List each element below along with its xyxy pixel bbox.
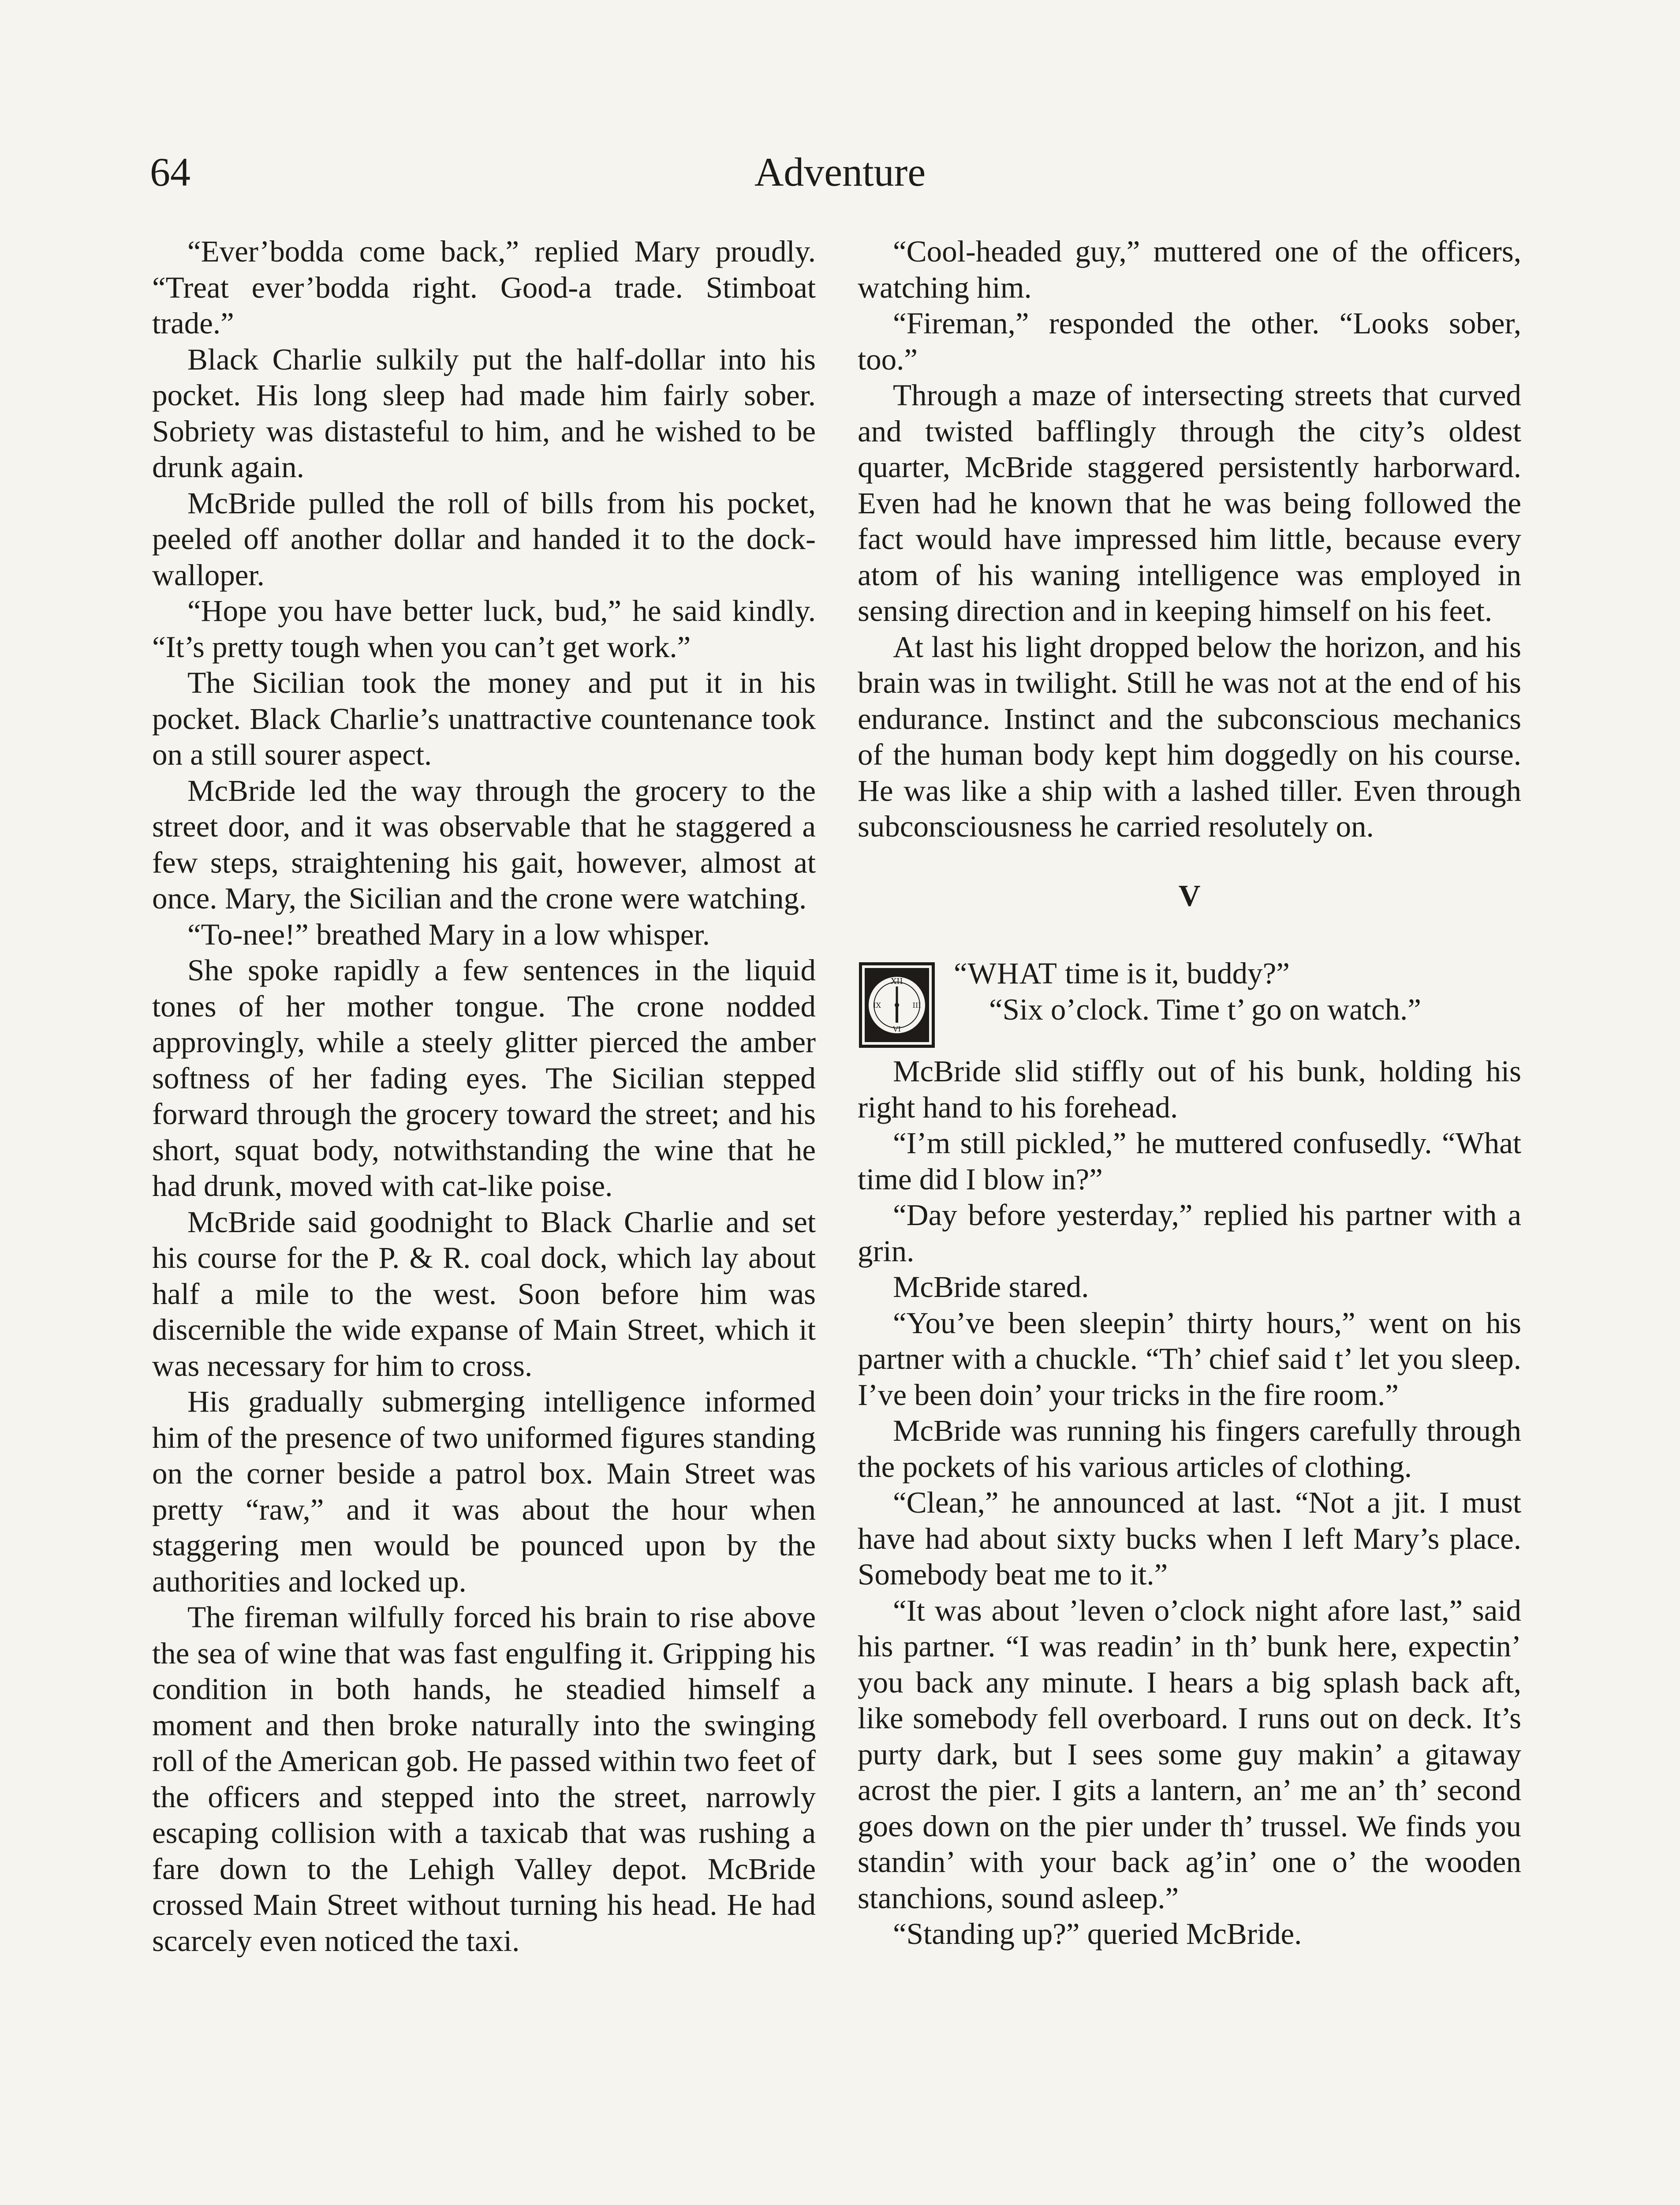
second-line: “Six o’clock. Time t’ go on watch.” <box>989 992 1421 1026</box>
paragraph: McBride stared. <box>893 1270 1089 1304</box>
magazine-title: Adventure <box>754 149 926 194</box>
paragraph: Through a maze of intersecting streets that curved and twisted bafflingly through the city’s oldest quarter, McBride staggered persistently harborward. Even had he known that he was being followed the fact would have impressed him little, because every atom of his waning intelligence was employed in sensing direction and in keeping himself on his feet. <box>858 378 1521 628</box>
svg-text:IX: IX <box>873 1001 881 1009</box>
paragraph: “Clean,” he announced at last. “Not a jit. I must have had about sixty bucks when I left Mary’s place. Somebody beat me to it.” <box>858 1486 1521 1591</box>
svg-text:VI: VI <box>893 1025 901 1033</box>
svg-text:XII: XII <box>891 977 903 986</box>
paragraph: “Cool-headed guy,” muttered one of the officers, watching him. <box>858 235 1521 304</box>
paragraph: “It was about ’leven o’clock night afore last,” said his partner. “I was readin’ in th’ bunk here, expectin’ you back any minute. I hears a big splash back aft, like somebody fell overboard. I runs out on deck. It’s purty dark, but I sees some guy makin’ a gitaway acrost the pier. I gits a lantern, an’ me an’ th’ second goes down on the pier under th’ trussel. We finds you standin’ with your back ag’in’ one o’ the wooden stanchions, sound asleep.” <box>858 1593 1521 1915</box>
paragraph: McBride led the way through the grocery to the street door, and it was observable that he staggered a few steps, straightening his gait, however, almost at once. Mary, the Sicilian and the crone were watching. <box>152 774 816 915</box>
left-column <box>152 234 816 1959</box>
paragraph: The fireman wilfully forced his brain to rise above the sea of wine that was fast engulfing it. Gripping his condition in both hands, he steadied himself a moment and then broke naturally into the swinging roll of the American gob. He passed within two feet of the officers and stepped into the street, narrowly escaping collision with a taxicab that was rushing a fare down to the Lehigh Valley depot. McBride crossed Main Street without turning his head. He had scarcely even noticed the taxi. <box>152 1600 816 1958</box>
paragraph: McBride was running his fingers carefully through the pockets of his various articles of clothing. <box>858 1414 1521 1484</box>
opening-rest: time is it, buddy?” <box>1057 957 1290 990</box>
section-opening <box>858 956 1521 1033</box>
paragraph: Black Charlie sulkily put the half-dollar into his pocket. His long sleep had made him fairly sober. Sobriety was distasteful to him, and he wished to be drunk again. <box>152 342 816 484</box>
svg-text:III: III <box>912 1001 921 1009</box>
paragraph: She spoke rapidly a few sentences in the liquid tones of her mother tongue. The crone nodded approvingly, while a steely glitter pierced the amber softness of her fading eyes. The Sicilian stepped forward through the grocery toward the street; and his short, squat body, notwithstanding the wine that he had drunk, moved with cat-like poise. <box>152 953 816 1203</box>
clock-icon <box>858 961 936 1049</box>
paragraph: The Sicilian took the money and put it in his pocket. Black Charlie’s unattractive countenance took on a still sourer aspect. <box>152 666 816 771</box>
section-heading: V <box>1178 878 1201 912</box>
paragraph: “To-nee!” breathed Mary in a low whisper. <box>187 917 710 951</box>
right-column <box>858 234 1521 1952</box>
paragraph: “Ever’bodda come back,” replied Mary proudly. “Treat ever’bodda right. Good-a trade. Stimboat trade.” <box>152 235 816 340</box>
paragraph: McBride slid stiffly out of his bunk, holding his right hand to his forehead. <box>858 1054 1521 1124</box>
paragraph: “Fireman,” responded the other. “Looks sober, too.” <box>858 306 1521 376</box>
paragraph: His gradually submerging intelligence informed him of the presence of two uniformed figures standing on the corner beside a patrol box. Main Street was pretty “raw,” and it was about the hour when staggering men would be pounced upon by the authorities and locked up. <box>152 1385 816 1598</box>
page-header <box>150 146 1530 207</box>
paragraph: “Hope you have better luck, bud,” he said kindly. “It’s pretty tough when you can’t get work.” <box>152 594 816 664</box>
paragraph: “I’m still pickled,” he muttered confusedly. “What time did I blow in?” <box>858 1126 1521 1196</box>
paragraph: “Day before yesterday,” replied his partner with a grin. <box>858 1198 1521 1268</box>
paragraph: “You’ve been sleepin’ thirty hours,” went on his partner with a chuckle. “Th’ chief said t’ let you sleep. I’ve been doin’ your tricks in the fire room.” <box>858 1306 1521 1412</box>
opening-words: “WHAT <box>954 957 1057 990</box>
paragraph: “Standing up?” queried McBride. <box>893 1917 1302 1951</box>
page-number: 64 <box>150 149 190 194</box>
paragraph: McBride said goodnight to Black Charlie and set his course for the P. & R. coal dock, which lay about half a mile to the west. Soon before him was discernible the wide expanse of Main Street, which it was necessary for him to cross. <box>152 1205 816 1383</box>
paragraph: McBride pulled the roll of bills from his pocket, peeled off another dollar and handed it to the dock-walloper. <box>152 486 816 592</box>
paragraph: At last his light dropped below the horizon, and his brain was in twilight. Still he was not at the end of his endurance. Instinct and the subconscious mechanics of the human body kept him doggedly on his course. He was like a ship with a lashed tiller. Even through subconsciousness he carried resolutely on. <box>858 630 1521 843</box>
